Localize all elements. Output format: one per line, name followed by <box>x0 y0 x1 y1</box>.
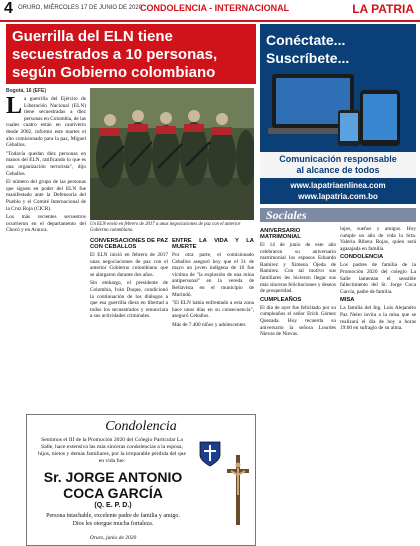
devices-icon <box>268 70 408 148</box>
col1-para-3: El número del grupo de las personas que siguen en poder del ELN fue manifestado ante la Defensoría del Pueblo y el Comité Internacional de la Cruz Roja (CICR). <box>6 179 86 212</box>
newspaper-brand: LA PATRIA <box>352 2 414 16</box>
ad-websites <box>260 180 416 202</box>
sociales-text-5: La familia del Ing. Luis Alejandro Paz Neito invita a la misa que se realizará el día de hoy a horas 19:00 en sufragio de su alma. <box>340 305 416 332</box>
school-shield-icon <box>199 441 221 467</box>
ad-banner-line-1: Comunicación responsable <box>279 154 397 164</box>
col3-para-2: "El ELN había enfrentado a esta zona hace unos días en su consecuencia", aseguró Ceballos. <box>172 300 254 320</box>
ad-banner-line-2: al alcance de todos <box>296 165 380 175</box>
issue-date: ORURO, MIÉRCOLES 17 DE JUNIO DE 2020 <box>18 5 143 11</box>
condolence-title: Condolencia <box>105 419 177 434</box>
col3-subhead: ENTRE LA VIDA Y LA MUERTE <box>172 238 254 250</box>
condolence-message-2: Dios les otorgue mucha fortaleza. <box>72 520 154 527</box>
ad-website-2[interactable]: www.lapatria.com.bo <box>298 192 378 201</box>
qepd-label: (Q. E. P. D.) <box>94 502 132 509</box>
photo-caption: Un ELN envió en febrero de 2017 a unas negociaciones de paz con el anterior Gobierno colombiano. <box>90 222 241 233</box>
sociales-text-2: El día de ayer fue felicitado por su cumpleaños el señor Erick Gómez Quezada. Hoy recuerda su aniversario la señora Lourdes Nievas de Nievas. <box>260 304 336 338</box>
condolence-message-1: Persona intachable, excelente padre de familia y amigo. <box>46 513 180 519</box>
page-header <box>0 0 420 20</box>
article-column-3 <box>172 236 254 412</box>
condolence-message <box>33 513 193 528</box>
col2-para-2: Sin embargo, el presidente de Colombia, Iván Duque, condicionó la continuación de los diálogos a que esa guerrilla diera en libertad a todos los secuestrados y renunciara a sus actividades criminales. <box>90 280 168 320</box>
sociales-column-1 <box>260 226 336 542</box>
condolence-notice <box>26 414 256 546</box>
sociales-head-condolencia: CONDOLENCIA <box>340 254 384 261</box>
article-column-1 <box>6 96 86 412</box>
col1-para-4: Los más recientes secuestros ocurrieron en el departamento del Chocó y en Arauca. <box>6 214 86 234</box>
col3-para-1: Por otra parte, el comisionado Ceballos aseguró hoy que el 31 de mayo un joven indígena de 16 fue víctima de "la explosión de una mina antipersonal" en la vereda de Bellavista en el municipio de Murindó. <box>172 252 254 298</box>
section-title: CONDOLENCIA - INTERNACIONAL <box>140 3 290 13</box>
article-byline: Bogotá, 16 (EFE) <box>6 88 47 94</box>
header-divider <box>0 20 420 22</box>
condolence-place-date: Oruro, junio de 2020 <box>89 535 137 541</box>
headline-text: Guerrilla del ELN tiene secuestrados a 10 personas, según Gobierno colombiano <box>12 28 218 81</box>
ad-line-2: Suscríbete... <box>266 50 350 66</box>
sociales-head-misa: MISA <box>340 297 355 304</box>
ad-banner <box>260 152 416 178</box>
article-headline <box>6 24 256 84</box>
col3-para-3: Más de 7.400 niños y adolescentes <box>172 321 246 328</box>
article-column-2 <box>90 236 168 412</box>
condolence-body: Sentimos el III de la Promoción 2020 del Colegio Particular La Salle, hace extensiva las más sinceras condolencias a la esposa, hijos, nietos y demás familiares, por la irreparable pérdida del que en vida fue: <box>38 437 186 464</box>
col2-para-1: El ELN inició en febrero de 2017 unas negociaciones de paz con el anterior Gobierno colombiano que se alargaron durante dos años. <box>90 252 168 278</box>
subscription-ad[interactable] <box>260 24 416 204</box>
deceased-name-1: Sr. JORGE ANTONIO <box>43 469 183 485</box>
ad-website-1[interactable]: www.lapatriaenlinea.com <box>290 181 386 190</box>
sociales-head-aniversario: ANIVERSARIO MATRIMONIAL <box>260 228 301 240</box>
col2-subhead: CONVERSACIONES DE PAZ CON CEBALLOS <box>90 238 168 250</box>
sociales-text-1: El 14 de junio de este año celebraron su aniversario matrimonial los esposos Eduardo Ramírez y Ximena Ojeda de Ramírez. Con tal motivo sus familiares les hicieron llegar sus más sinceras felicitaciones y deseos de prosperidad. <box>260 242 336 295</box>
col1-para-2: "Todavía quedan diez personas en manos del ELN, ratificando lo que es una organización terrorista", dijo Ceballos. <box>6 150 86 177</box>
sociales-head-cumpleanos: CUMPLEAÑOS <box>260 296 302 303</box>
col1-para-1: a guerrilla del Ejército de Liberación Nacional (ELN) tiene secuestradas a diez personas en Colombia, de las cuales cuatro están en cautiverio desde 2002, informó este martes el alto comisionado para la paz, Miguel Ceballos. <box>6 96 86 149</box>
drop-cap: L <box>6 96 23 119</box>
deceased-name-2: COCA GARCÍA <box>63 485 163 501</box>
sociales-text-3: lujos, sueños y amigos. Hoy cumple un año de vida la Srta. Valeria Ribera Rojas, quien será agasajada en familia. <box>340 226 416 252</box>
sociales-title: Sociales <box>266 208 307 222</box>
article-photo <box>90 88 254 220</box>
ad-line-1: Conéctate... <box>266 32 346 48</box>
crucifix-icon <box>227 455 249 525</box>
sociales-text-4: Los padres de familia de la Promoción 2020 del colegio La Salle lamentan el sensible fallecimiento del Sr. Jorge Coca García, padre de familia. <box>340 262 416 295</box>
sociales-column-2 <box>340 226 416 542</box>
page-number: 4 <box>4 0 13 17</box>
sociales-header <box>260 208 416 222</box>
guerrilla-photo-illustration <box>90 88 254 220</box>
